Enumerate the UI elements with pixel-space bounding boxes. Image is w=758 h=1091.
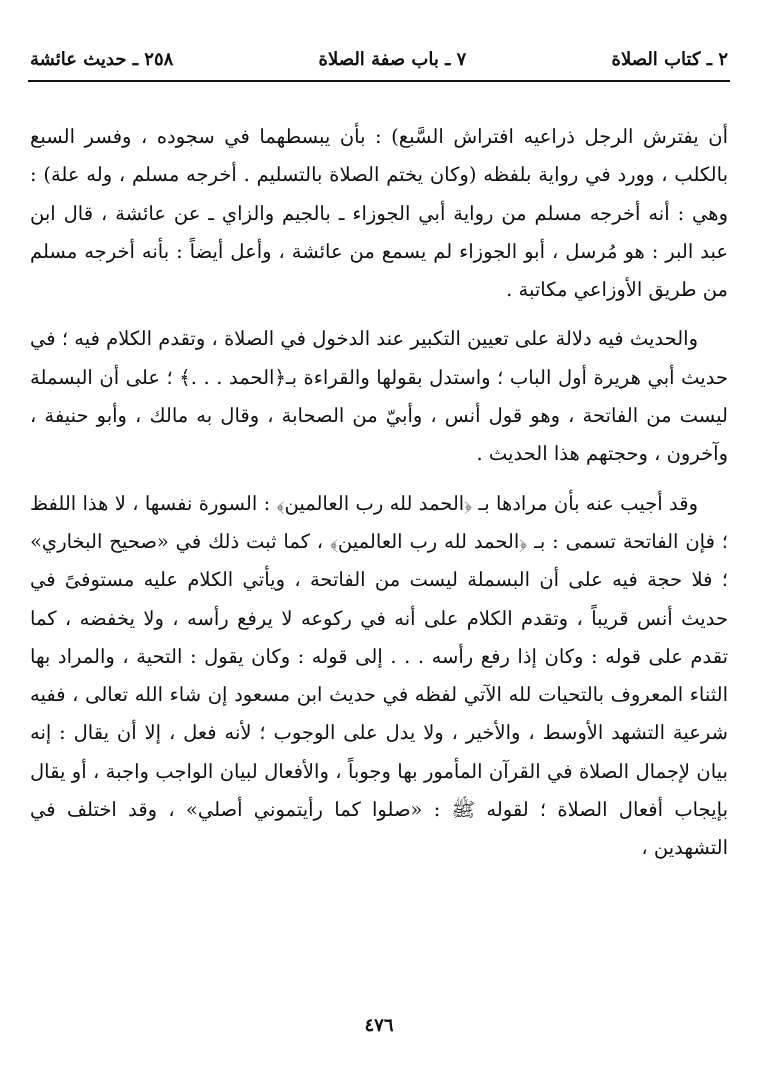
- main-text: [30, 118, 728, 879]
- page-number: ٤٧٦: [364, 1015, 394, 1036]
- paragraph-1: أن يفترش الرجل ذراعيه افتراش السَّبع) : بأن يبسطهما في سجوده ، وفسر السبع بالكلب ، وورد في رواية بلفظه (وكان يختم الصلاة بالتسليم . أخرجه مسلم ، وله علة) : وهي : أنه أخرجه مسلم من رواية أبي الجوزاء ـ بالجيم والزاي ـ عن عائشة ، قال ابن عبد البر : هو مُرسل ، أبو الجوزاء لم يسمع من عائشة ، وأعل أيضاً : بأنه أخرجه مسلم من طريق الأوزاعي مكاتبة .: [30, 125, 728, 302]
- header-hadith: ٢٥٨ ـ حديث عائشة: [30, 48, 174, 70]
- header-chapter: ٢ ـ كتاب الصلاة: [611, 48, 728, 70]
- paragraph-2: والحديث فيه دلالة على تعيين التكبير عند الدخول في الصلاة ، وتقدم الكلام فيه ؛ في حديث أبي هريرة أول الباب ؛ واستدل بقولها والقراءة بـ﴿الحمد . . .﴾ ؛ على أن البسملة ليست من الفاتحة ، وهو قول أنس ، وأبيّ من الصحابة ، وقال به مالك ، وأبو حنيفة ، وآخرون ، وحجتهم هذا الحديث .: [30, 327, 728, 466]
- header-section: ٧ ـ باب صفة الصلاة: [318, 48, 467, 70]
- header-rule: [28, 80, 730, 82]
- paragraph-3: وقد أجيب عنه بأن مرادها بـ ﴿الحمد لله رب العالمين﴾ : السورة نفسها ، لا هذا اللفظ ؛ فإن الفاتحة تسمى : بـ ﴿الحمد لله رب العالمين﴾ ، كما ثبت ذلك في «صحيح البخاري» ؛ فلا حجة فيه على أن البسملة ليست من الفاتحة ، ويأتي الكلام عليه مستوفىً في حديث أنس قريباً ، وتقدم الكلام على أنه في ركوعه لا يرفع رأسه ، ولا يخفضه ، كما تقدم على قوله : وكان إذا رفع رأسه . . . إلى قوله : وكان يقول : التحية ، والمراد بها الثناء المعروف بالتحيات لله الآتي لفظه في حديث ابن مسعود إن شاء الله تعالى ، ففيه شرعية التشهد الأوسط ، والأخير ، ولا يدل على الوجوب ؛ لأنه فعل ، إلا أن يقال : إنه بيان لإجمال الصلاة في القرآن المأمور بها وجوباً ، والأفعال لبيان الواجب واجبة ، أو يقال بإيجاب أفعال الصلاة ؛ لقوله ﷺ : «صلوا كما رأيتموني أصلي» ، وقد اختلف في التشهدين ،: [30, 491, 728, 860]
- running-header: [30, 44, 728, 74]
